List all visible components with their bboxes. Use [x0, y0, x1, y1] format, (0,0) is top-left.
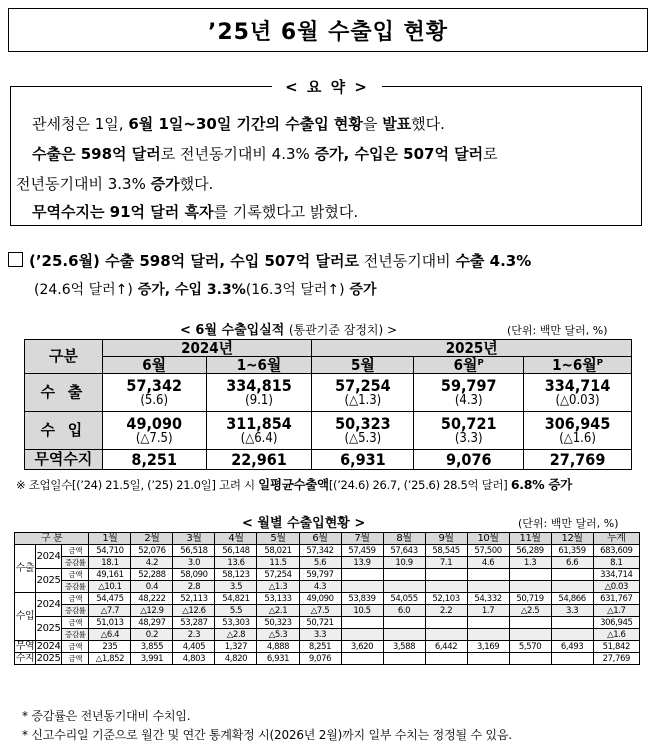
table2-cell: 52,113: [173, 593, 215, 605]
table-row: [15, 605, 640, 617]
table2-group-label: 수지: [15, 652, 35, 664]
table2-group-label: 수출: [15, 545, 36, 593]
table2-cell: △2.5: [509, 605, 551, 617]
table1-col: 1~6월: [206, 357, 312, 374]
table2-cell: 6.0: [383, 605, 425, 617]
table2-label: 금액: [62, 569, 89, 581]
table2-cell: △0.03: [593, 581, 639, 593]
table2-header-cell: 6월: [299, 533, 341, 545]
table2-cell: 57,459: [341, 545, 383, 557]
table2-cell: 54,821: [215, 593, 257, 605]
table2-label: 금액: [62, 641, 89, 653]
cell: 57,342 (5.6): [102, 374, 206, 412]
table2-cell: [383, 653, 425, 665]
table2-cell: 0.4: [131, 581, 173, 593]
table2-header-cell: 누계: [593, 533, 639, 545]
table2-cell: 58,090: [173, 569, 215, 581]
table2-header-cell: 1월: [89, 533, 131, 545]
table2-cell: 4.6: [467, 557, 509, 569]
table2-cell: 56,518: [173, 545, 215, 557]
table2-cell: 4,405: [173, 641, 215, 653]
table2-cell: [425, 581, 467, 593]
table2-cell: 2.2: [425, 605, 467, 617]
table2-cell: 7.1: [425, 557, 467, 569]
table2-year: 2024: [36, 545, 62, 569]
table2-cell: 52,076: [131, 545, 173, 557]
table2-header-cell: 4월: [215, 533, 257, 545]
summary-line-1: 관세청은 1일, 6월 1일~30일 기간의 수출입 현황을 발표했다.: [32, 115, 445, 133]
table2-year: 2025: [36, 569, 62, 593]
cell: 6,931: [312, 450, 414, 470]
table2-cell: 3,588: [383, 641, 425, 653]
headline-bullet-2: (24.6억 달러↑) 증가, 수입 3.3%(16.3억 달러↑) 증가: [34, 282, 377, 298]
table2-cell: 59,797: [299, 569, 341, 581]
table2-cell: △2.1: [257, 605, 299, 617]
table2-cell: 61,359: [551, 545, 593, 557]
table2-cell: △7.7: [89, 605, 131, 617]
table2-cell: 57,254: [257, 569, 299, 581]
table1-col: 5월: [312, 357, 414, 374]
table2-cell: [341, 569, 383, 581]
table2-cell: △12.9: [131, 605, 173, 617]
table2-cell: [467, 569, 509, 581]
table2-label: 금액: [62, 617, 89, 629]
table1-year-a: 2024년: [102, 340, 312, 357]
cell: 311,854 (△6.4): [206, 412, 312, 450]
table-row: [15, 557, 640, 569]
table2-cell: 56,289: [509, 545, 551, 557]
table2-cell: △7.5: [299, 605, 341, 617]
page-title: ’25년 6월 수출입 현황: [8, 8, 648, 52]
cell: 9,076: [414, 450, 524, 470]
table2-label: 증감률: [62, 581, 89, 593]
table2-year: 2025: [36, 617, 62, 641]
table2-cell: 10.9: [383, 557, 425, 569]
summary-line-2: 수출은 598억 달러로 전년동기대비 4.3% 증가, 수입은 507억 달러로: [32, 145, 498, 163]
table2-cell: 49,161: [89, 569, 131, 581]
table2-cell: [467, 617, 509, 629]
table2-cell: [425, 629, 467, 641]
cell: 50,323 (△5.3): [312, 412, 414, 450]
table2-cell: 3.5: [215, 581, 257, 593]
table2-cell: [383, 617, 425, 629]
table2-cell: 3.3: [551, 605, 593, 617]
table2-cell: 50,721: [299, 617, 341, 629]
table2-cell: 6,931: [257, 653, 299, 665]
table2-label: 금액: [62, 653, 89, 665]
table2-cell: 1.7: [467, 605, 509, 617]
table2-cell: 4,803: [173, 653, 215, 665]
table2-header-cell: 9월: [425, 533, 467, 545]
table2-cell: [341, 581, 383, 593]
table2-cell: [341, 653, 383, 665]
table2-cell: 52,103: [425, 593, 467, 605]
table2-header-cell: 10월: [467, 533, 509, 545]
table2-cell: 5.5: [215, 605, 257, 617]
table2-cell: 334,714: [593, 569, 639, 581]
summary-line-3: 전년동기대비 3.3% 증가했다.: [16, 175, 214, 193]
table-row: [15, 617, 640, 629]
checkbox-icon: [8, 252, 23, 267]
table2-cell: △1,852: [89, 653, 131, 665]
table2-cell: 6.6: [551, 557, 593, 569]
table2-cell: [509, 653, 551, 665]
table2-cell: 54,055: [383, 593, 425, 605]
table2-cell: 235: [89, 641, 131, 653]
table2-cell: 6,493: [551, 641, 593, 653]
table2-header-cell: 구 분: [15, 533, 89, 545]
table2-cell: [341, 617, 383, 629]
table2-cell: 3,991: [131, 653, 173, 665]
table2-caption: < 월별 수출입현황 >: [242, 516, 366, 531]
table2-cell: [551, 629, 593, 641]
cell: 334,815 (9.1): [206, 374, 312, 412]
table2-cell: [425, 569, 467, 581]
table2-cell: [425, 617, 467, 629]
cell: 59,797 (4.3): [414, 374, 524, 412]
table2-cell: 50,323: [257, 617, 299, 629]
table2-cell: 48,222: [131, 593, 173, 605]
table2-cell: 54,475: [89, 593, 131, 605]
table2-cell: 3.3: [299, 629, 341, 641]
table2-cell: 3,620: [341, 641, 383, 653]
table2-cell: △2.8: [215, 629, 257, 641]
table2-label: 금액: [62, 593, 89, 605]
table2-cell: 1.3: [509, 557, 551, 569]
table2-header-cell: 11월: [509, 533, 551, 545]
table2-label: 증감률: [62, 629, 89, 641]
table1-col: 6월: [102, 357, 206, 374]
table2-cell: 9,076: [299, 653, 341, 665]
table2-cell: 48,297: [131, 617, 173, 629]
table2-cell: 53,303: [215, 617, 257, 629]
table2-cell: 4,888: [257, 641, 299, 653]
cell: 334,714 (△0.03): [524, 374, 632, 412]
table2-label: 금액: [62, 545, 89, 557]
table1-unit: (단위: 백만 달러, %): [507, 324, 608, 337]
table2-cell: [383, 581, 425, 593]
table2-cell: [509, 581, 551, 593]
cell: 306,945 (△1.6): [524, 412, 632, 450]
summary-label: < 요 약 >: [272, 77, 382, 97]
table-row: [15, 581, 640, 593]
table-row: [15, 545, 640, 557]
row-label: 수 입: [25, 412, 103, 450]
table2-cell: 1,327: [215, 641, 257, 653]
table2-header-cell: 7월: [341, 533, 383, 545]
table2-cell: △12.6: [173, 605, 215, 617]
table2-header-row: [15, 533, 640, 545]
table2-cell: [425, 653, 467, 665]
cell: 50,721 (3.3): [414, 412, 524, 450]
table2-cell: 683,609: [593, 545, 639, 557]
table2: [14, 532, 640, 665]
table2-cell: 2.8: [173, 581, 215, 593]
table2-cell: 4,820: [215, 653, 257, 665]
table2-cell: 50,719: [509, 593, 551, 605]
table-row: [15, 629, 640, 641]
table2-cell: 3,855: [131, 641, 173, 653]
table2-cell: 54,710: [89, 545, 131, 557]
cell: 49,090 (△7.5): [102, 412, 206, 450]
table2-cell: [467, 581, 509, 593]
table2-year: 2024: [36, 640, 61, 652]
table2-cell: [467, 629, 509, 641]
table2-cell: 51,842: [593, 641, 639, 653]
table2-cell: 51,013: [89, 617, 131, 629]
table1-note: ※ 조업일수[(’24) 21.5일, (’25) 21.0일] 고려 시 일평균수출액[(’24.6) 26.7, (’25.6) 28.5억 달러] 6.8% 증가: [16, 477, 572, 492]
cell: 27,769: [524, 450, 632, 470]
table2-cell: 5,570: [509, 641, 551, 653]
table1-col: 6월ᴾ: [414, 357, 524, 374]
table2-cell: 53,839: [341, 593, 383, 605]
table2-cell: △1.3: [257, 581, 299, 593]
table2-group-label: 무역: [15, 640, 35, 652]
table2-header-cell: 8월: [383, 533, 425, 545]
row-label: 수 출: [25, 374, 103, 412]
table-row: [15, 653, 640, 665]
cell: 22,961: [206, 450, 312, 470]
table1-col-group: 구분: [25, 340, 103, 374]
table2-header-cell: 5월: [257, 533, 299, 545]
table2-cell: △1.7: [593, 605, 639, 617]
table2-cell: 2.3: [173, 629, 215, 641]
table-row: [15, 641, 640, 653]
table-row: [15, 569, 640, 581]
table2-group-label: 수입: [15, 593, 36, 641]
row-label: 무역수지: [25, 450, 103, 470]
table2-year: 2025: [36, 652, 61, 664]
table2-cell: 27,769: [593, 653, 639, 665]
table1-row-export: [25, 374, 632, 412]
table2-cell: [551, 617, 593, 629]
table2-cell: [551, 569, 593, 581]
table2-cell: [509, 629, 551, 641]
table2-cell: 56,148: [215, 545, 257, 557]
table2-header-cell: 3월: [173, 533, 215, 545]
footnote-1: * 증감률은 전년동기대비 수치임.: [22, 709, 191, 723]
table2-cell: 8,251: [299, 641, 341, 653]
table2-cell: 8.1: [593, 557, 639, 569]
table2-header-cell: 12월: [551, 533, 593, 545]
table1-row-import: [25, 412, 632, 450]
table2-cell: 52,288: [131, 569, 173, 581]
table2-cell: [509, 569, 551, 581]
table2-cell: 54,866: [551, 593, 593, 605]
table2-cell: 58,545: [425, 545, 467, 557]
table2-cell: 306,945: [593, 617, 639, 629]
table2-cell: 49,090: [299, 593, 341, 605]
table1-row-balance: [25, 450, 632, 470]
table2-cell: 6,442: [425, 641, 467, 653]
table2-cell: 18.1: [89, 557, 131, 569]
table2-cell: 13.9: [341, 557, 383, 569]
table2-cell: [551, 653, 593, 665]
table1-col: 1~6월ᴾ: [524, 357, 632, 374]
table2-cell: 57,500: [467, 545, 509, 557]
table2-cell: △6.4: [89, 629, 131, 641]
table2-cell: △5.3: [257, 629, 299, 641]
table2-cell: [509, 617, 551, 629]
table2-cell: 4.3: [299, 581, 341, 593]
table2-cell: △10.1: [89, 581, 131, 593]
table2-cell: 54,332: [467, 593, 509, 605]
summary-line-4: 무역수지는 91억 달러 흑자를 기록했다고 밝혔다.: [32, 203, 359, 221]
table-row: [15, 593, 640, 605]
table2-cell: 0.2: [131, 629, 173, 641]
table2-label: 증감률: [62, 557, 89, 569]
table1-caption: < 6월 수출입실적 (통관기준 잠정치) >: [180, 323, 398, 338]
table2-cell: [467, 653, 509, 665]
table2-label: 증감률: [62, 605, 89, 617]
table2-cell: 53,287: [173, 617, 215, 629]
table2-cell: 631,767: [593, 593, 639, 605]
table2-cell: [383, 629, 425, 641]
table2-cell: 11.5: [257, 557, 299, 569]
table2-cell: [383, 569, 425, 581]
table2-cell: 13.6: [215, 557, 257, 569]
table2-cell: 10.5: [341, 605, 383, 617]
footnote-2: * 신고수리일 기준으로 월간 및 연간 통계확정 시(2026년 2월)까지 일부 수치는 정정될 수 있음.: [22, 728, 512, 742]
table2-cell: 3.0: [173, 557, 215, 569]
table2-cell: 3,169: [467, 641, 509, 653]
table2-cell: 4.2: [131, 557, 173, 569]
table2-cell: 53,133: [257, 593, 299, 605]
table2-year: 2024: [36, 593, 62, 617]
cell: 57,254 (△1.3): [312, 374, 414, 412]
table2-cell: [551, 581, 593, 593]
table2-header-cell: 2월: [131, 533, 173, 545]
table1: [24, 339, 632, 470]
table1-year-b: 2025년: [312, 340, 632, 357]
table2-cell: △1.6: [593, 629, 639, 641]
headline-bullet: (’25.6월) 수출 598억 달러, 수입 507억 달러로 전년동기대비 수출 4.3%: [8, 250, 531, 272]
table2-cell: 58,123: [215, 569, 257, 581]
cell: 8,251: [102, 450, 206, 470]
table2-cell: [341, 629, 383, 641]
table2-unit: (단위: 백만 달러, %): [518, 517, 619, 530]
table2-cell: 57,342: [299, 545, 341, 557]
table2-cell: 57,643: [383, 545, 425, 557]
table2-cell: 58,021: [257, 545, 299, 557]
table2-cell: 5.6: [299, 557, 341, 569]
